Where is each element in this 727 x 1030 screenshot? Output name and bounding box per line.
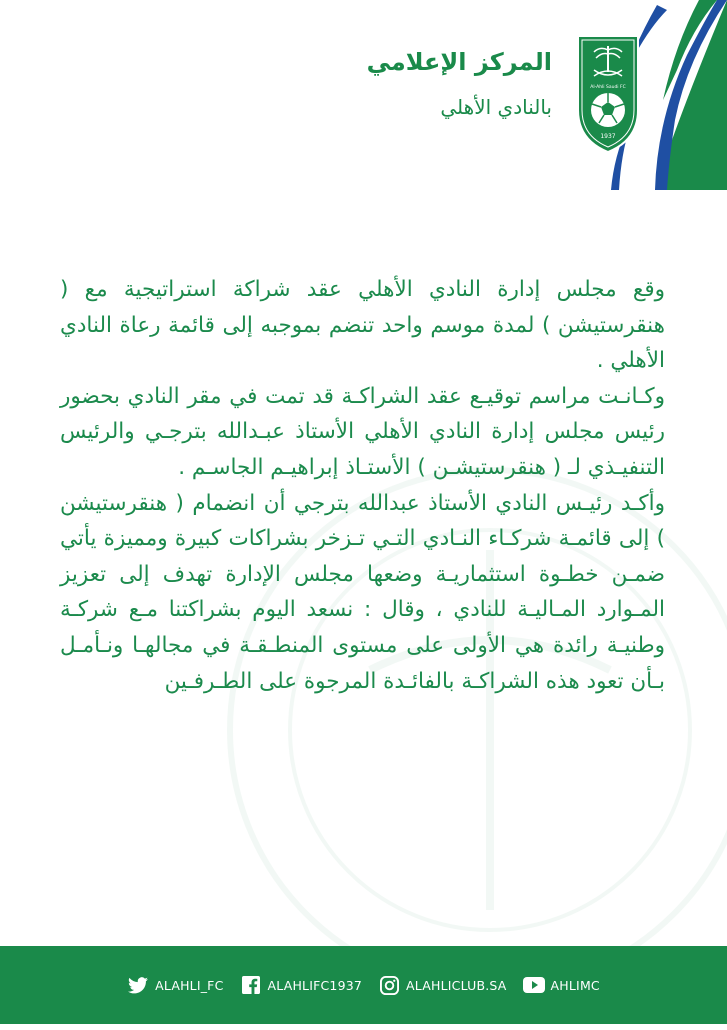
twitter-icon — [127, 974, 149, 996]
logo-year: 1937 — [600, 133, 616, 140]
instagram-handle: ALAHLICLUB.SA — [406, 977, 507, 993]
twitter-handle: ALAHLI_FC — [155, 977, 224, 993]
header — [367, 48, 552, 119]
logo-badge-text: Al-Ahli Saudi FC — [590, 85, 626, 90]
paragraph-3: وأكـد رئيـس النادي الأستاذ عبدالله بترجي أن انضمام ( هنقرستيشن ) إلى قائمـة شركـاء النـادي التـي تـزخر بشراكات كبيرة ومميزة يأتي ضمـن خطـوة استثماريـة وضعها مجلس الإدارة تهدف إلى تعزيز المـوارد المـاليـة للنادي ، وقال : نسعد اليوم بشراكتنا مـع شركـة وطنيـة رائدة هي الأولى على مستوى المنطـقـة في مجالهـا ونـأمـل بـأن تعود هذه الشراكـة بالفائـدة المرجوة على الطـرفـين — [60, 490, 665, 694]
youtube-handle: AHLIMC — [550, 977, 600, 993]
paragraph-1: وقع مجلس إدارة النادي الأهلي عقد شراكة استراتيجية مع ( هنقرستيشن ) لمدة موسم واحد تنضم بموجبه إلى قائمة رعاة النادي الأهلي . — [60, 277, 665, 374]
header-title: المركز الإعلامي — [366, 48, 552, 76]
social-youtube[interactable] — [523, 974, 600, 996]
youtube-icon — [523, 974, 545, 996]
social-twitter[interactable] — [127, 974, 223, 996]
facebook-icon — [240, 974, 262, 996]
press-release-body — [60, 272, 665, 699]
social-facebook[interactable] — [240, 974, 363, 996]
instagram-icon — [378, 974, 400, 996]
header-subtitle: بالنادي الأهلي — [440, 94, 552, 119]
footer-social-bar — [0, 946, 727, 1024]
paragraph-2: وكـانـت مراسم توقيـع عقد الشراكـة قد تمت في مقر النادي بحضور رئيس مجلس إدارة النادي الأهلي الأستاذ عبـدالله بترجـي والرئيس التنفيـذي لـ ( هنقرستيشـن ) الأستـاذ إبراهيـم الجاسـم . — [60, 383, 665, 480]
alahli-logo — [574, 28, 642, 156]
facebook-handle: ALAHLIFC1937 — [267, 977, 363, 993]
social-instagram[interactable] — [378, 974, 507, 996]
